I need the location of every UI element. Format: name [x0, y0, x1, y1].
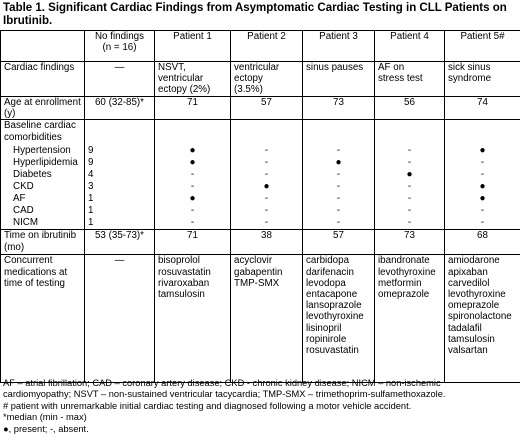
present-dot: ●	[445, 181, 520, 193]
finding-cell	[85, 62, 155, 97]
cell-line: levothyroxine	[306, 311, 364, 323]
header-corner-cell	[1, 31, 85, 62]
comorbidities-title-row	[1, 120, 520, 146]
cell-line: sick sinus	[448, 62, 491, 73]
finding-cell	[303, 62, 375, 97]
column-header-line: No findings	[94, 31, 144, 42]
comorbidity-name-cell: Hyperlipidemia	[1, 157, 85, 169]
absent-dash: -	[375, 205, 445, 217]
absent-dash: -	[303, 217, 375, 230]
cell-line: Time on ibrutinib	[4, 230, 77, 242]
cell-line: sinus pauses	[306, 62, 364, 73]
cell-line: rosuvastatin	[306, 345, 359, 357]
cell-line: AF on	[378, 62, 405, 73]
cell-line: lansoprazole	[306, 300, 362, 312]
cell-line: Age at enrollment	[4, 97, 81, 108]
count-cell: 1	[85, 217, 155, 230]
cell-line: valsartan	[448, 345, 488, 357]
time-cell: 71	[155, 230, 231, 255]
cell-line: (3.5%)	[234, 84, 263, 96]
comorbidity-row	[1, 181, 520, 193]
time-cell: 53 (35-73)*	[85, 230, 155, 255]
absent-dash: -	[303, 181, 375, 193]
cell-line: tamsulosin	[448, 333, 495, 345]
header-row	[1, 31, 520, 62]
empty-cell	[85, 120, 155, 146]
column-header-cell	[375, 31, 445, 62]
column-header-line: Patient 4	[390, 31, 429, 42]
table-footnotes	[3, 378, 517, 435]
absent-dash: -	[231, 169, 303, 181]
count-cell: 4	[85, 169, 155, 181]
cell-line: medications at	[4, 266, 68, 278]
time-cell: 73	[375, 230, 445, 255]
empty-cell	[445, 120, 520, 146]
medications-cell	[445, 255, 520, 383]
cell-line: ventricular	[158, 73, 204, 85]
absent-dash: -	[375, 157, 445, 169]
cell-line: spironolactone	[448, 311, 512, 323]
comorbidity-name-cell: AF	[1, 193, 85, 205]
cell-line: (y)	[4, 108, 16, 120]
age-cell: 56	[375, 97, 445, 120]
absent-dash: -	[155, 217, 231, 230]
absent-dash: -	[303, 193, 375, 205]
absent-dash: -	[445, 205, 520, 217]
cell-line: omeprazole	[448, 300, 500, 312]
cell-line: darifenacin	[306, 266, 354, 278]
cell-line: amiodarone	[448, 255, 500, 267]
present-dot: ●	[375, 169, 445, 181]
present-dot: ●	[231, 181, 303, 193]
cardiac-findings-table	[0, 30, 520, 383]
age-cell: 73	[303, 97, 375, 120]
absent-dash: -	[155, 181, 231, 193]
empty-cell	[155, 120, 231, 146]
cell-line: gabapentin	[234, 266, 283, 278]
medications-cell	[375, 255, 445, 383]
absent-dash: -	[231, 193, 303, 205]
column-header-line: Patient 5#	[460, 31, 505, 42]
comorbidity-row	[1, 205, 520, 217]
cell-line: rosuvastatin	[158, 266, 211, 278]
absent-dash: -	[155, 169, 231, 181]
cell-line: time of testing	[4, 277, 65, 289]
column-header-cell	[85, 31, 155, 62]
cell-line: carbidopa	[306, 255, 350, 267]
empty-cell	[303, 120, 375, 146]
absent-dash: -	[231, 205, 303, 217]
footnote-line: cardiomyopathy; NSVT – non-sustained ventricular tacycardia; TMP-SMX – trimethoprim-sulfamethoxazole.	[3, 389, 446, 400]
cell-line: levodopa	[306, 277, 346, 289]
absent-dash: -	[445, 157, 520, 169]
finding-cell	[231, 62, 303, 97]
cell-line: ropinirole	[306, 333, 347, 345]
cell-line: ectopy (2%)	[158, 84, 211, 96]
column-header-cell	[303, 31, 375, 62]
row-label-cell	[1, 255, 85, 383]
cell-line: —	[114, 62, 125, 73]
time-cell: 57	[303, 230, 375, 255]
comorbidity-name-cell: Hypertension	[1, 145, 85, 157]
row-label-cell	[1, 97, 85, 120]
age-cell: 71	[155, 97, 231, 120]
medications-row	[1, 255, 520, 383]
column-header-cell	[445, 31, 520, 62]
cell-line: comorbidities	[4, 131, 62, 143]
comorbidity-row	[1, 193, 520, 205]
footnote-line: ●, present; -, absent.	[3, 423, 89, 434]
cell-line: Baseline cardiac	[4, 120, 76, 132]
cell-line: carvedilol	[448, 277, 490, 289]
count-cell: 1	[85, 205, 155, 217]
cell-line: metformin	[378, 277, 422, 289]
count-cell: 9	[85, 145, 155, 157]
footnote-line: *median (min - max)	[3, 412, 87, 423]
finding-cell	[375, 62, 445, 97]
absent-dash: -	[445, 169, 520, 181]
absent-dash: -	[231, 217, 303, 230]
footnote-line: AF – atrial fibrillation; CAD – coronary artery disease; CKD - chronic kidney disease; NICM – non-ischemic	[3, 378, 441, 388]
age-cell: 74	[445, 97, 520, 120]
column-header-line: (n = 16)	[102, 42, 137, 54]
present-dot: ●	[445, 193, 520, 205]
row-label-cell	[1, 120, 85, 146]
absent-dash: -	[155, 205, 231, 217]
cell-line: omeprazole	[378, 289, 430, 301]
medications-cell	[155, 255, 231, 383]
comorbidity-row	[1, 157, 520, 169]
comorbidity-row	[1, 145, 520, 157]
cell-line: rivaroxaban	[158, 277, 210, 289]
present-dot: ●	[155, 193, 231, 205]
cell-line: NSVT,	[158, 62, 186, 73]
comorbidity-row	[1, 217, 520, 230]
medications-cell	[85, 255, 155, 383]
medications-cell	[303, 255, 375, 383]
absent-dash: -	[303, 169, 375, 181]
empty-cell	[231, 120, 303, 146]
comorbidity-name-cell: Diabetes	[1, 169, 85, 181]
cell-line: ectopy	[234, 73, 263, 85]
time-cell: 68	[445, 230, 520, 255]
age-cell: 60 (32-85)*	[85, 97, 155, 120]
cell-line: stress test	[378, 73, 423, 85]
absent-dash: -	[303, 205, 375, 217]
cell-line: ibandronate	[378, 255, 430, 267]
count-cell: 3	[85, 181, 155, 193]
column-header-line: Patient 3	[319, 31, 358, 42]
column-header-line: Patient 1	[173, 31, 212, 42]
cell-line: ventricular	[234, 62, 280, 73]
absent-dash: -	[445, 217, 520, 230]
absent-dash: -	[231, 157, 303, 169]
cardiac-findings-row	[1, 62, 520, 97]
column-header-cell	[155, 31, 231, 62]
age-row	[1, 97, 520, 120]
table-title: Table 1. Significant Cardiac Findings from Asymptomatic Cardiac Testing in CLL Patients on Ibrutinib.	[3, 2, 507, 27]
comorbidity-name-cell: NICM	[1, 217, 85, 230]
cell-line: tadalafil	[448, 322, 482, 334]
cell-line: TMP-SMX	[234, 277, 280, 289]
present-dot: ●	[303, 157, 375, 169]
cell-line: acyclovir	[234, 255, 273, 267]
absent-dash: -	[375, 217, 445, 230]
row-label-cell	[1, 230, 85, 255]
cell-line: levothyroxine	[448, 289, 506, 301]
time-cell: 38	[231, 230, 303, 255]
footnote-line: # patient with unremarkable initial cardiac testing and diagnosed following a motor vehicle accident.	[3, 400, 412, 411]
absent-dash: -	[375, 193, 445, 205]
absent-dash: -	[231, 145, 303, 157]
cell-line: —	[114, 255, 125, 267]
absent-dash: -	[375, 145, 445, 157]
row-label-cell: Cardiac findings	[1, 62, 85, 97]
count-cell: 1	[85, 193, 155, 205]
column-header-line: Patient 2	[247, 31, 286, 42]
cell-line: syndrome	[448, 73, 492, 85]
finding-cell	[445, 62, 520, 97]
column-header-cell	[231, 31, 303, 62]
time-on-ibrutinib-row	[1, 230, 520, 255]
finding-cell	[155, 62, 231, 97]
present-dot: ●	[445, 145, 520, 157]
empty-cell	[375, 120, 445, 146]
cell-line: levothyroxine	[378, 266, 436, 278]
cell-line: (mo)	[4, 241, 25, 253]
absent-dash: -	[303, 145, 375, 157]
comorbidity-name-cell: CAD	[1, 205, 85, 217]
cell-line: Concurrent	[4, 255, 53, 267]
comorbidity-row	[1, 169, 520, 181]
cell-line: entacapone	[306, 289, 358, 301]
cell-line: lisinopril	[306, 322, 342, 334]
cell-line: tamsulosin	[158, 289, 205, 301]
medications-cell	[231, 255, 303, 383]
present-dot: ●	[155, 145, 231, 157]
cell-line: bisoprolol	[158, 255, 200, 267]
present-dot: ●	[155, 157, 231, 169]
cell-line: apixaban	[448, 266, 488, 278]
absent-dash: -	[375, 181, 445, 193]
age-cell: 57	[231, 97, 303, 120]
count-cell: 9	[85, 157, 155, 169]
comorbidity-name-cell: CKD	[1, 181, 85, 193]
